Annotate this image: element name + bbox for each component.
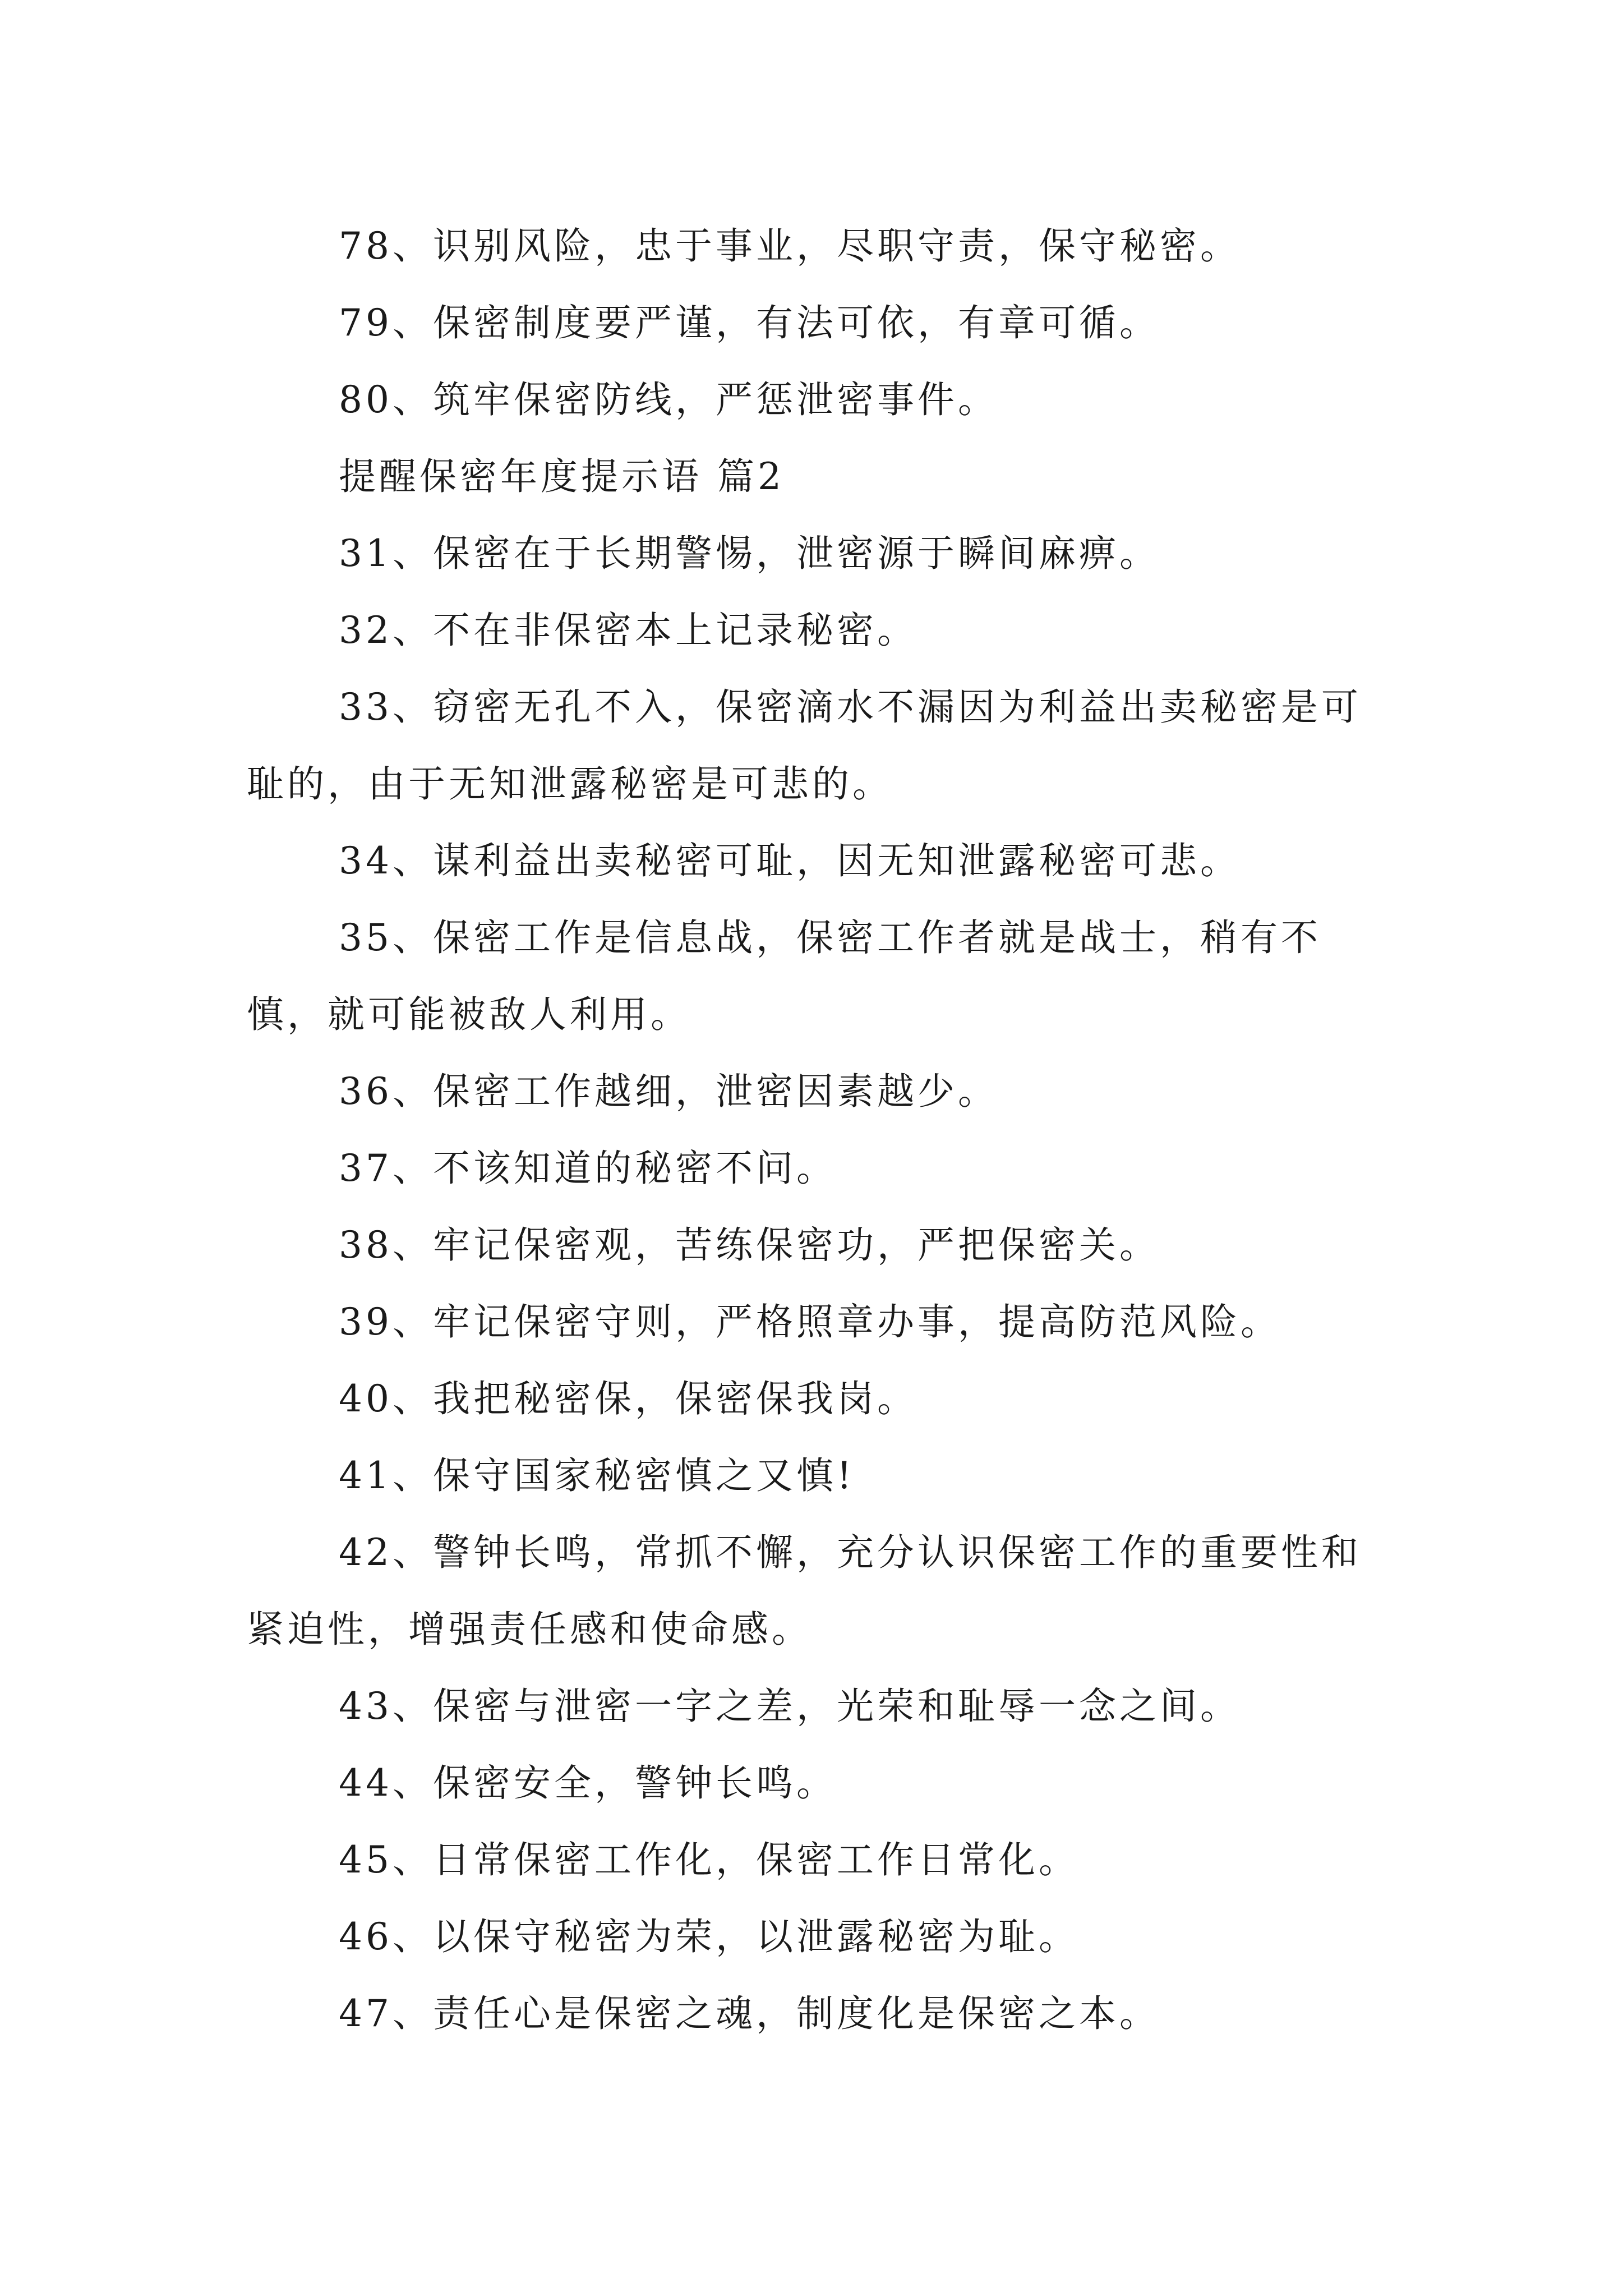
paragraph-43: 43、保密与泄密一字之差，光荣和耻辱一念之间。 [339,1685,1241,1728]
paragraph-40: 40、我把秘密保，保密保我岗。 [339,1377,917,1420]
paragraph-32: 32、不在非保密本上记录秘密。 [339,609,917,652]
paragraph-41: 41、保守国家秘密慎之又慎! [339,1454,855,1497]
paragraph-39: 39、牢记保密守则，严格照章办事，提高防范风险。 [339,1300,1281,1343]
paragraph-46: 46、以保守秘密为荣，以泄露秘密为耻。 [339,1915,1079,1958]
paragraph-42: 42、警钟长鸣，常抓不懈，充分认识保密工作的重要性和紧迫性，增强责任感和使命感。 [247,1531,1362,1651]
paragraph-47: 47、责任心是保密之魂，制度化是保密之本。 [339,1992,1160,2035]
paragraph-35: 35、保密工作是信息战，保密工作者就是战士，稍有不慎，就可能被敌人利用。 [247,916,1321,1036]
paragraph-36: 36、保密工作越细，泄密因素越少。 [339,1070,998,1113]
paragraph-44: 44、保密安全，警钟长鸣。 [339,1761,837,1805]
paragraph-37: 37、不该知道的秘密不问。 [339,1147,837,1190]
paragraph-78: 78、识别风险，忠于事业，尽职守责，保守秘密。 [339,224,1241,268]
paragraph-45: 45、日常保密工作化，保密工作日常化。 [339,1838,1079,1881]
paragraph-79: 79、保密制度要严谨，有法可依，有章可循。 [339,301,1160,344]
paragraph-80: 80、筑牢保密防线，严惩泄密事件。 [339,378,998,421]
section-heading: 提醒保密年度提示语 篇2 [339,455,785,498]
paragraph-38: 38、牢记保密观，苦练保密功，严把保密关。 [339,1223,1160,1267]
paragraph-34: 34、谋利益出卖秘密可耻，因无知泄露秘密可悲。 [339,839,1241,882]
document-body [247,208,1391,2052]
paragraph-33: 33、窃密无孔不入，保密滴水不漏因为利益出卖秘密是可耻的，由于无知泄露秘密是可悲的。 [247,685,1362,806]
paragraph-31: 31、保密在于长期警惕，泄密源于瞬间麻痹。 [339,532,1160,575]
